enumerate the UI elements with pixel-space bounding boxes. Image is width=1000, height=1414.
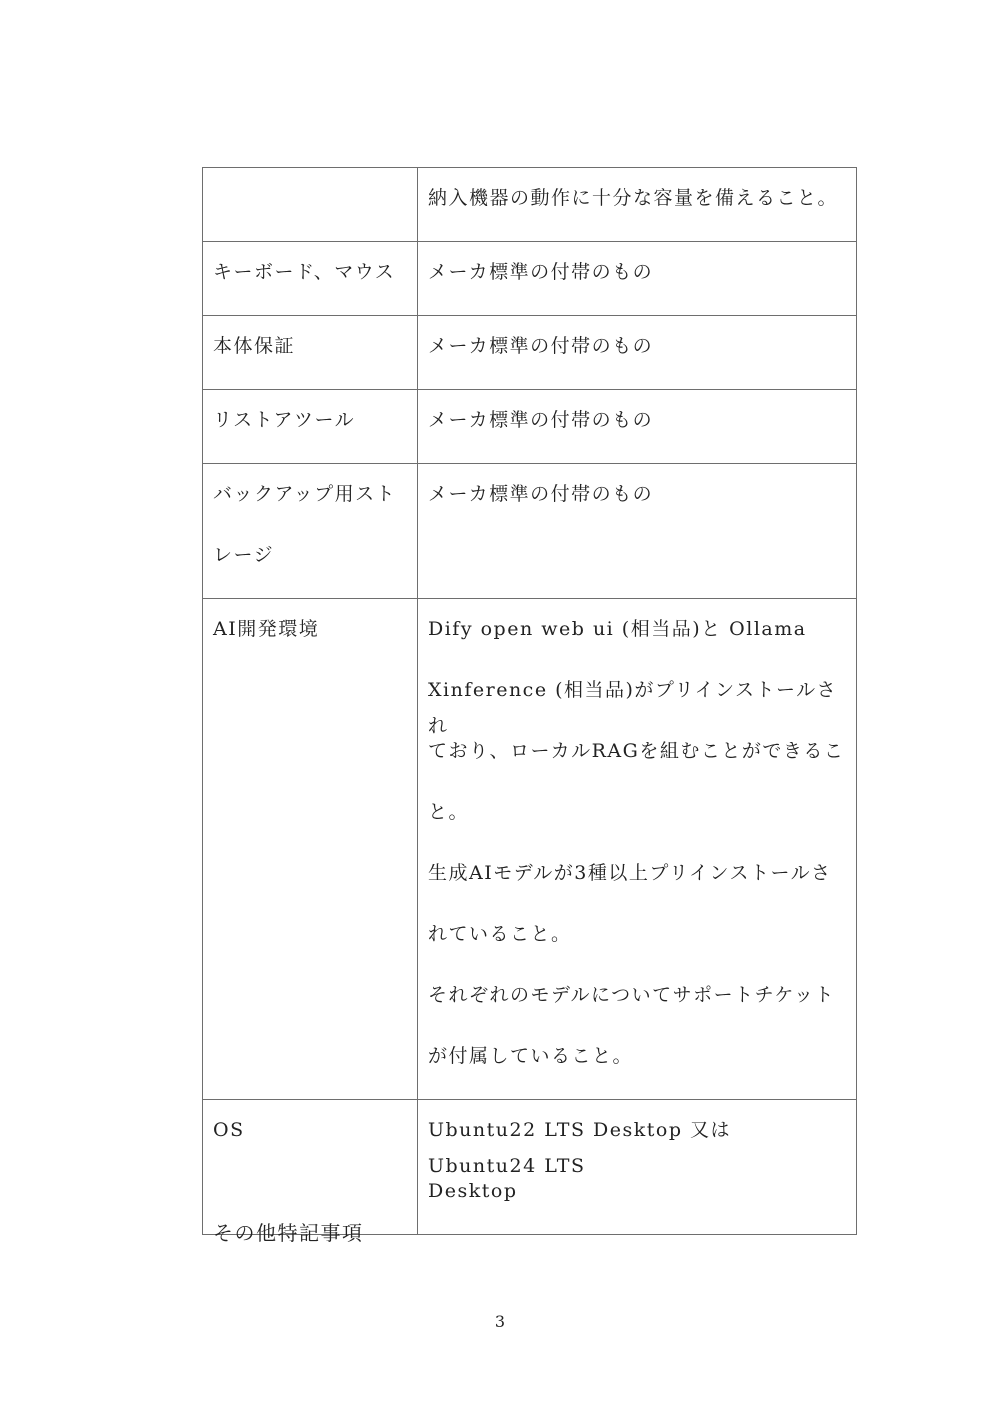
table-row (203, 599, 857, 1100)
value-line: Desktop (428, 1180, 518, 1202)
value-line: メーカ標準の付帯のもの (428, 483, 654, 505)
row-value (418, 168, 857, 242)
value-line: Ubuntu22 LTS Desktop 又は Ubuntu24 LTS (428, 1119, 732, 1177)
row-label (203, 316, 418, 390)
spec-table (202, 167, 857, 1235)
label-line: バックアップ用スト (213, 483, 397, 505)
value-line: が付属していること。 (428, 1045, 634, 1067)
value-line: 生成AIモデルが3種以上プリインストールさ (428, 862, 832, 884)
row-label (203, 242, 418, 316)
value-line: メーカ標準の付帯のもの (428, 261, 654, 283)
row-value (418, 316, 857, 390)
label-line: AI開発環境 (213, 618, 320, 640)
table-row (203, 242, 857, 316)
label-line: レージ (213, 544, 275, 566)
value-line: と。 (428, 801, 470, 823)
table-row (203, 464, 857, 599)
value-line: Xinference (相当品)がプリインストールされ (428, 679, 838, 737)
value-line: Dify open web ui (相当品)と Ollama (428, 618, 807, 640)
value-line: 納入機器の動作に十分な容量を備えること。 (428, 187, 839, 209)
table-row (203, 1100, 857, 1235)
row-label (203, 390, 418, 464)
value-line: メーカ標準の付帯のもの (428, 409, 654, 431)
table-row (203, 390, 857, 464)
row-value (418, 1100, 857, 1235)
row-value (418, 464, 857, 599)
table-row (203, 168, 857, 242)
row-label (203, 599, 418, 1100)
row-value (418, 599, 857, 1100)
row-label (203, 168, 418, 242)
value-line: それぞれのモデルについてサポートチケット (428, 984, 835, 1006)
row-value (418, 242, 857, 316)
label-line: キーボード、マウス (213, 261, 396, 283)
row-label (203, 464, 418, 599)
value-line: ており、ローカルRAGを組むことができるこ (428, 740, 845, 762)
page-number: 3 (494, 1312, 506, 1331)
table-row (203, 316, 857, 390)
label-line: リストアツール (213, 409, 356, 431)
value-line: メーカ標準の付帯のもの (428, 335, 654, 357)
row-label (203, 1100, 418, 1235)
label-line: OS (213, 1119, 245, 1141)
label-line: 本体保証 (213, 335, 296, 357)
value-line: れていること。 (428, 923, 572, 945)
other-notes-heading: その他特記事項 (213, 1221, 364, 1245)
row-value (418, 390, 857, 464)
